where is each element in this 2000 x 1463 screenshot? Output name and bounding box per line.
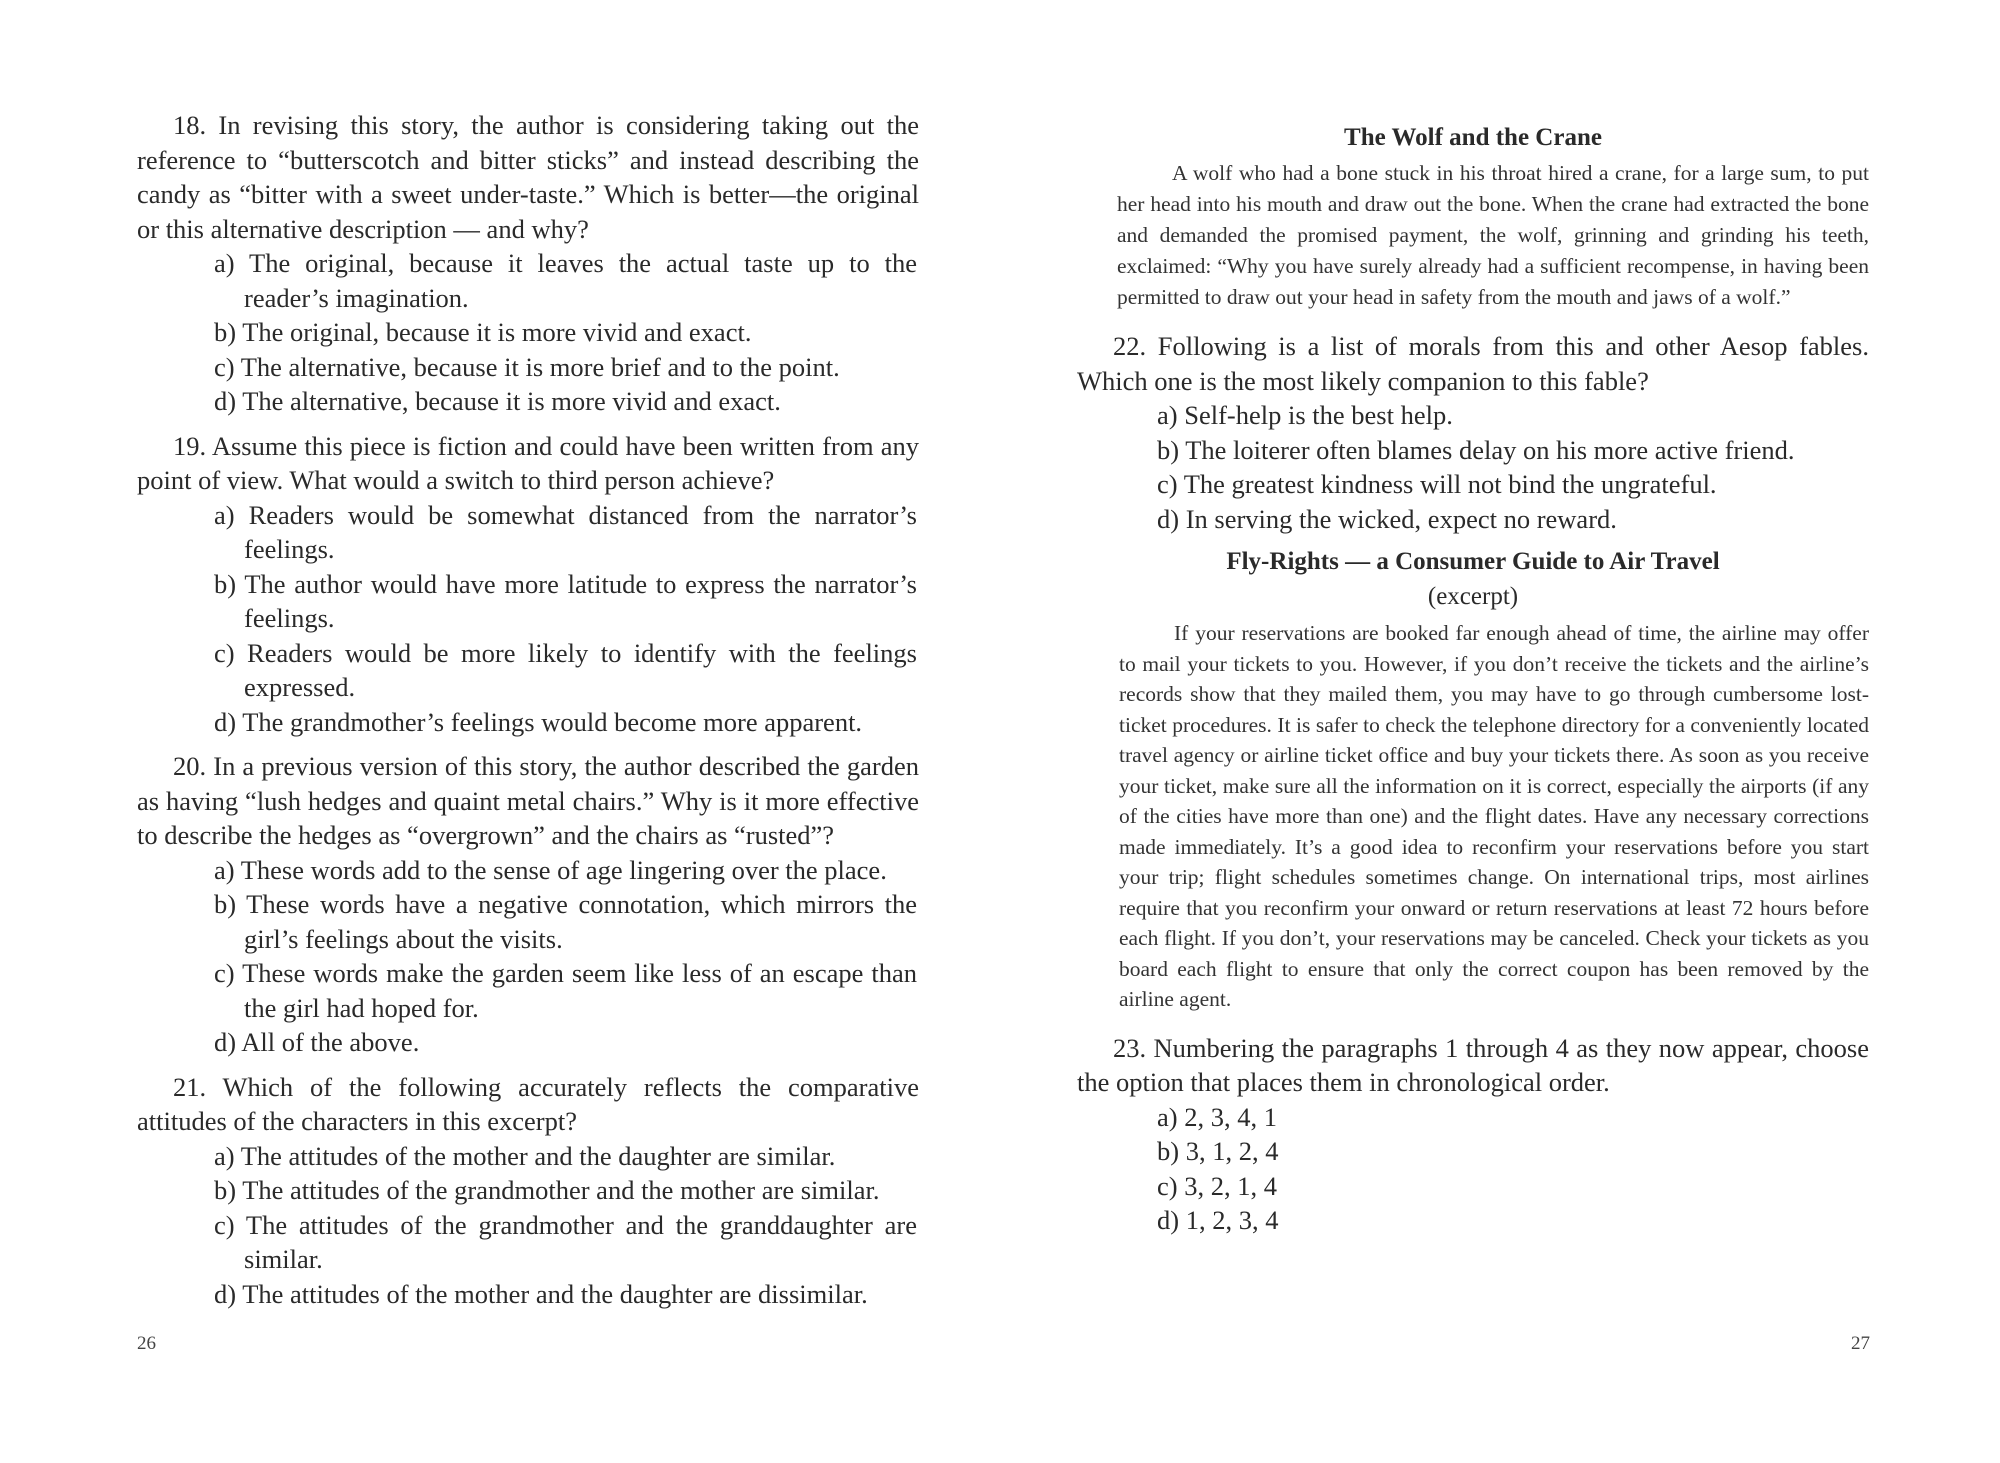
option-d: d) The grandmother’s feelings would become more apparent.	[214, 706, 863, 737]
option-a: a) The attitudes of the mother and the daughter are similar.	[214, 1140, 836, 1171]
option-b: b) The author would have more latitude to express the narrator’s feelings.	[214, 568, 917, 633]
answer-options	[137, 246, 919, 419]
answer-options	[1077, 1100, 1869, 1238]
answer-options	[137, 498, 919, 740]
option-d: d) The alternative, because it is more vivid and exact.	[214, 386, 781, 416]
guide-body: If your reservations are booked far enough ahead of time, the airline may offer to mail your tickets to you. However, if you don’t receive the tickets and the airline’s records show that they mailed them, you may have to go through cumbersome lost-ticket procedures. It is safer to check the telephone directory for a conveniently located travel agency or airline ticket office and buy your tickets there. As soon as you receive your ticket, make sure all the information on it is correct, especially the airports (if any of the cities have more than one) and the flight dates. Have any necessary corrections made immediately. It’s a good idea to reconfirm your reservations before you start your trip; flight schedules sometimes change. On international trips, most airlines require that you reconfirm your onward or return reservations at least 72 hours before each flight. If you don’t, your reservations may be canceled. Check your tickets as you board each flight to ensure that only the correct coupon has been removed by the airline agent.	[1119, 621, 1869, 1011]
question-21	[137, 1070, 919, 1312]
option-a: a) 2, 3, 4, 1	[1157, 1101, 1277, 1132]
answer-options	[137, 853, 919, 1060]
right-column	[1077, 108, 1869, 1248]
option-c: c) The attitudes of the grandmother and the granddaughter are similar.	[214, 1209, 917, 1274]
option-d: d) In serving the wicked, expect no reward.	[1157, 503, 1617, 534]
answer-options	[1077, 398, 1869, 536]
question-stem: 22. Following is a list of morals from this and other Aesop fables. Which one is the most likely companion to this fable?	[1077, 331, 1869, 396]
left-column	[137, 108, 919, 1321]
question-stem: 20. In a previous version of this story, the author described the garden as having “lush hedges and quaint metal chairs.” Why is it more effective to describe the hedges as “overgrown” and the chairs as “rusted”?	[137, 751, 919, 850]
option-d: d) 1, 2, 3, 4	[1157, 1205, 1279, 1235]
page-number-left: 26	[137, 1333, 156, 1354]
question-stem: 19. Assume this piece is fiction and could have been written from any point of view. What would a switch to third person achieve?	[137, 430, 919, 495]
question-stem: 23. Numbering the paragraphs 1 through 4 as they now appear, choose the option that places them in chronological order.	[1077, 1032, 1869, 1097]
option-b: b) The attitudes of the grandmother and the mother are similar.	[214, 1175, 880, 1205]
answer-options	[137, 1139, 919, 1312]
option-a: a) The original, because it leaves the actual taste up to the reader’s imagination.	[214, 248, 917, 313]
option-b: b) The loiterer often blames delay on his more active friend.	[1157, 434, 1795, 465]
page-number-right: 27	[1851, 1333, 1870, 1354]
guide-subtitle: (excerpt)	[1427, 583, 1519, 610]
option-b: b) The original, because it is more vivid and exact.	[214, 317, 752, 347]
question-23	[1077, 1031, 1869, 1238]
option-d: d) The attitudes of the mother and the daughter are dissimilar.	[214, 1278, 868, 1309]
option-a: a) These words add to the sense of age lingering over the place.	[214, 854, 887, 885]
option-a: a) Self-help is the best help.	[1157, 400, 1453, 430]
right-page	[1000, 0, 2000, 1463]
option-c: c) The greatest kindness will not bind the ungrateful.	[1157, 469, 1717, 499]
question-18	[137, 108, 919, 419]
option-a: a) Readers would be somewhat distanced from the narrator’s feelings.	[214, 499, 917, 564]
option-c: c) These words make the garden seem like less of an escape than the girl had hoped for.	[214, 958, 917, 1023]
option-c: c) The alternative, because it is more brief and to the point.	[214, 351, 840, 382]
question-19	[137, 429, 919, 740]
fable-title: The Wolf and the Crane	[1344, 124, 1602, 151]
option-d: d) All of the above.	[214, 1027, 420, 1057]
option-b: b) These words have a negative connotation, which mirrors the girl’s feelings about the visits.	[214, 889, 917, 954]
question-22	[1077, 329, 1869, 536]
option-b: b) 3, 1, 2, 4	[1157, 1136, 1279, 1166]
question-stem: 21. Which of the following accurately reflects the comparative attitudes of the characters in this excerpt?	[137, 1071, 919, 1136]
question-stem: 18. In revising this story, the author is considering taking out the reference to “butterscotch and bitter sticks” and instead describing the candy as “bitter with a sweet under-taste.” Which is better—the original or this alternative description — and why?	[137, 110, 919, 244]
guide-title: Fly-Rights — a Consumer Guide to Air Travel	[1226, 548, 1720, 575]
question-20	[137, 749, 919, 1060]
option-c: c) 3, 2, 1, 4	[1157, 1170, 1277, 1201]
fable-body: A wolf who had a bone stuck in his throat hired a crane, for a large sum, to put her head into his mouth and draw out the bone. When the crane had extracted the bone and demanded the promised payment, the wolf, grinning and grinding his teeth, exclaimed: “Why you have surely already had a sufficient recompense, in having been permitted to draw out your head in safety from the mouth and jaws of a wolf.”	[1117, 161, 1869, 309]
option-c: c) Readers would be more likely to identify with the feelings expressed.	[214, 637, 917, 702]
